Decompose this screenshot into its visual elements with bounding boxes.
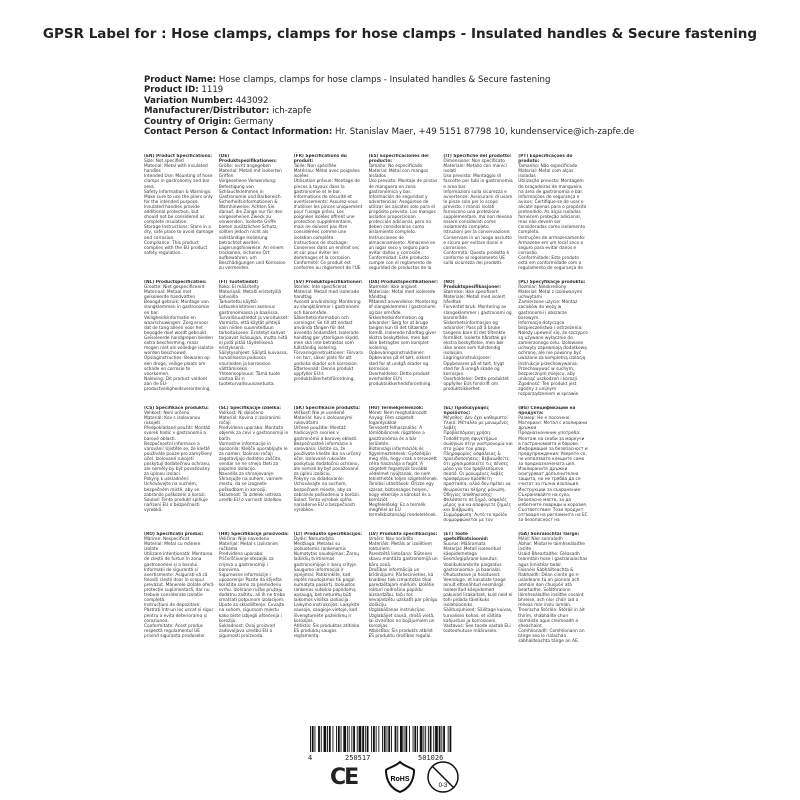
spec-text: Taille: Non spécifiée Matériau: Métal avec poignées isolées Utilisation prévue: Montage de pinces à tuyaux dans la gastronomie et le bar. Informations de sécurité et avertissements: Assurez-vous d'utiliser les pinces uniquement pour l'usage prévu. Les poignées isolées offrent une protection supplémentaire, mais ne doivent pas être considérées comme une isolation complète. Instructions de stockage: Conserver dans un endroit sec et sûr pour éviter les dommages et la corrosion. Conformité: Ce produit est conforme au règlement de l'UE xyxy=(293,164,363,270)
spec-heading: (ET) Toote spetsifikatsioonid: xyxy=(443,532,489,543)
spec-text: Größe: nicht angegeben Material: Metall mit isolierten Griffen Vorgesehene Verwendung: Befestigung von Schlauchklemmen in Gastronomie und Barbereich. Sicherheitsinformationen & Warnhinweise: Achten Sie darauf, die Zange nur für den vorgesehenen Zweck zu verwenden. Isolierte Griffe bieten zusätzlichen Schutz, sollten jedoch nicht als vollständige Isolierung betrachtet werden. Lagerungshinweise: An einem trockenen, sicheren Ort aufbewahren, um Beschädigungen und Korrosion zu vermeiden. xyxy=(218,164,286,270)
spec-heading: (BG) Спецификации на продукта: xyxy=(518,406,576,417)
spec-text: Tamanho: Não especificado Material: Metal com alças isoladas Utilização prevista: Montagem de braçadeiras de mangueira na área de gastronomia e bar. Informações de segurança e avisos: Certifique-se de usar o alicate apenas para o propósito pretendido. As alças isoladas fornecem proteção adicional, mas não devem ser consideradas como isolamento completo. Instruções de armazenamento: Armazene em um local seco e seguro para evitar danos e corrosão. Conformidade: Este produto está em conformidade com o regulamento de segurança de xyxy=(518,164,587,270)
spec-block xyxy=(593,154,663,270)
info-row xyxy=(144,75,634,85)
spec-block xyxy=(443,280,513,396)
spec-heading: (DE) Produktspezifikationen: xyxy=(218,154,277,165)
spec-block xyxy=(144,280,214,396)
spec-heading: (SL) Specifikacije izdelka: xyxy=(218,406,281,411)
spec-block xyxy=(144,154,214,270)
specs-grid xyxy=(144,154,663,648)
spec-text: Veličina: Nije navedeno Materijal: Metal s izoliranim ručkama Predviđena uporaba: Pričvršćivanje stezaljki za crijeva u gastronomiji i barovima. Sigurnosne informacije i upozorenja: Pazite da kliješta koristite samo za predviđenu svrhu. Izolirane ručke pružaju dodatnu zaštitu, ali ih ne treba smatrati potpunom izolacijom. Upute za skladištenje: Čuvajte na suhom, sigurnom mjestu kako biste izbjegli oštećenja i koroziju. Sukladnost: Ovaj proizvod zadovoljava uredbu EU o sigurnosti proizvoda. xyxy=(218,537,285,639)
ce-mark-icon: CE xyxy=(330,765,358,790)
info-value: Hr. Stanislav Maer, +49 5151 87798 10, kundenservice@ich-zapfe.de xyxy=(335,127,635,138)
spec-text: Velikost: Ni določeno Material: Kovina z izoliranimi ročaji Predvidena uporaba: Montaža objemk za cevi v gastronomiji in barih. Varnostne informacije in opozorila: Klešče uporabljajte le za namen. Izolirani ročaji zagotavljajo dodatno zaščito, vendar se ne smejo šteti za popolno izolacijo. Navodila za shranjevanje: Shranjujte na suhem, varnem mestu, da se izognete poškodbam in koroziji. Skladnost: Ta izdelek ustreza uredbi EU o varnosti izdelkov. xyxy=(218,411,289,503)
info-row xyxy=(144,106,634,116)
info-value: Hose clamps, clamps for hose clamps - Insulated handles & Secure fastening xyxy=(218,75,551,85)
page-title: GPSR Label for : Hose clamps, clamps for hose clamps - Insulated handles & Secure fastening xyxy=(42,26,758,42)
spec-text: Méret: Nem meghatározott Anyag: Fém szigetelt fogantyúkkal Tervezett felhasználás: A tömlőbilincsek rögzítése a gasztronómia és a bár területén. Biztonsági információk és figyelmeztetések: Győződjön meg róla, hogy csak a tervezett célra használja a fogót. A szigetelt fogantyúk további védelmet nyújtanak, de nem tekinthetők teljes szigetelésnek. Tárolási utasítások: Őrizze egy száraz, biztonságos helyen, hogy elkerülje a károkat és a korróziót. Megfelelőség: Ez a termék megfelel az EU termékbiztonsági rendeletének. xyxy=(368,411,439,518)
spec-block xyxy=(518,532,588,648)
spec-block xyxy=(219,532,289,648)
spec-heading: (CS) Specifikace produktu: xyxy=(144,406,209,411)
spec-heading: (LT) Produkto specifikacijos: xyxy=(293,532,363,537)
spec-block xyxy=(593,406,663,522)
spec-text: Rozmiar: Nieokreślony Materiał: Metal z izolowanymi uchwytami Zamierzone użycie: Montaż zacisków do węży w gastronomii i obszarze barowym. Informacje dotyczące bezpieczeństwa i ostrzeżenia: Należy upewnić się, że szczypce są używane wyłącznie do zamierzonego celu. Izolowane uchwyty zapewniają dodatkową ochronę, ale nie powinny być uważane za kompletną izolację. Instrukcje przechowywania: Przechowywać w suchym, bezpiecznym miejscu, aby uniknąć uszkodzeń i korozji. Zgodność: Ten produkt jest zgodny z unijnym rozporządzeniem w sprawie xyxy=(518,285,588,396)
spec-text: Dimensione: Non specificato Materiale: Metallo con manici isolati Uso previsto: Montaggio di fascette per tubi in gastronomia e area bar. Informazioni sulla sicurezza e avvertenze: Assicurarsi di usare le pinze solo per lo scopo previsto. I manici isolati forniscono una protezione supplementare, ma non devono essere considerati come isolamento completo. Istruzioni per la conservazione: Conservare in un luogo asciutto e sicuro per evitare danni e corrosione. Conformità: Questo prodotto è conforme al regolamento UE sulla sicurezza dei prodotti. xyxy=(443,159,513,266)
spec-text: Izmērs: Nav norādīts Materiāls: Metāls ar izolētiem rokturiem Paredzētā lietošana: Šļūtenes skavu montāža gastronomijā un bāru zonā. Drošības informācija un brīdinājumi: Pārliecinieties, ka knaibles tiek izmantotas tikai paredzētajam mērķim. Izolētie rokturi nodrošina papildu aizsardzību, taču tos nevajadzētu uzskatīt par pilnīgu izolāciju. Uzglabāšanas instrukcijas: Uzglabājiet sausā, drošā vietā, lai izvairītos no bojājumiem un korozijas. Atbilstība: Šis produkts atbilst ES produktu drošības regulai. xyxy=(368,537,438,639)
spec-block xyxy=(443,532,513,648)
spec-heading: (DA) Produktspecifikationer: xyxy=(368,280,438,285)
spec-heading: (GA) Sonraíochtaí Táirge: xyxy=(518,532,580,537)
spec-block xyxy=(443,406,513,522)
spec-block xyxy=(518,280,588,396)
spec-block xyxy=(219,154,289,270)
spec-text: Tamaño: No especificado Material: Metal con mangos aislados Uso previsto: Montaje de pinzas de manguera en zona gastronómica y bar. Información de seguridad y advertencias: Asegúrese de utilizar los alicates solo para el propósito previsto. Los mangos aislados proporcionan protección adicional, pero no deben considerarse como aislamiento completo. Instrucciones de almacenamiento: Almacene en un lugar seco y seguro para evitar daños y corrosión. Conformidad: Este producto cumple con el reglamento de seguridad de productos de la xyxy=(368,164,438,270)
spec-heading: (EN) Product Specifications: xyxy=(144,154,212,159)
spec-block xyxy=(369,154,439,270)
rohs-icon xyxy=(383,760,417,794)
info-label: Manufacturer/Distributor: xyxy=(144,106,270,117)
spec-block xyxy=(443,154,513,270)
product-info xyxy=(144,75,634,137)
spec-text: Mărime: Nespecificat Material: Metal cu mânere izolate Utilizare intenționată: Montarea de cleștii de furtun în zona gastronomiei și a barului. Informații de siguranță și avertismente: Asigurați-vă că folosiți cleștii doar în scopul prevăzut. Mânerele izolate oferă protecție suplimentară, dar nu trebuie considerate izolație completă. Instrucțiuni de depozitare: Păstrați într-un loc uscat și sigur pentru a evita deteriorarea și coroziunea. Conformitate: Acest produs respectă regulamentul UE privind siguranța produselor. xyxy=(144,537,214,639)
spec-block xyxy=(294,154,364,270)
spec-heading: (NO) Produktspesifikasjoner: xyxy=(443,280,502,291)
spec-text: Veľkosť: Nie je uvedené Materiál: Kov s izolovanými rukoväťami Určené použitie: Montáž hadicových svoriek v gastronómii a barovej oblasti. Bezpečnostné informácie a varovania: Uistite sa, že používate kliešte iba na určený účel. Izolované rukoväte poskytujú dodatočnú ochranu, ale nemali by byť považované za úplnú izoláciu. Pokyny na skladovanie: Uchovávajte na suchom, bezpečnom mieste, aby sa zabránilo poškodeniu a korózii. Súlad: Tento výrobok spĺňa nariadenie EÚ o bezpečnosti výrobkov. xyxy=(293,411,361,513)
spec-block xyxy=(593,532,663,648)
spec-text: Størrelse: Ikke angivet Materiale: Metal med isolerede håndtag Påtænkt anvendelse: Montering af slangeklemmer i gastronomi og bar område. Sikkerhedsinformation og advarsler: Sørg for at bruge tangen kun til det tiltænkte formål. Isolerede håndtag giver ekstra beskyttelse, men bør ikke betragtes som komplet isolering. Opbevaringsinstruktioner: Opbevares på et tørt, sikkert sted for at undgå skader og korrosion. Overholdelse: Dette produkt overholder EU's produktsikkerhedsforordning. xyxy=(368,285,438,387)
barcode-lead: 4 xyxy=(308,754,313,762)
barcode-bars xyxy=(300,726,462,752)
spec-block xyxy=(369,406,439,522)
info-label: Product ID: xyxy=(144,85,199,96)
spec-text: Méid: Níor sonraíodh Ábhar: Miotal le láimhseálaithe inslite Úsáid Bheartaithe: Gléasadh teanntáin hose i gastranaíochas agus limistéar beáir. Faisnéis Sábháilteachta & Rabhaidh: Déan cinnte go n-úsáideann tú an pionnaí ach amháin don chuspóir atá beartaithe. Soláthraíonn láimhseálaithe inslithe cosaint bhreise, ach níor chóir iad a mheas mar inslú iomlán. Treoracha Stórála: Stóráil in áit thirim, shábháilte chun damáiste agus creimeadh a sheachaint. Comhlíonadh: Comhlíonann an táirge seo le rialachán sábháilteachta táirge an AE. xyxy=(518,537,588,644)
info-label: Contact Person & Contact Information: xyxy=(144,127,333,138)
spec-heading: (SK) Špecifikácie produktu: xyxy=(293,406,360,411)
spec-block xyxy=(294,406,364,522)
spec-block xyxy=(369,280,439,396)
svg-text:RoHS: RoHS xyxy=(390,776,410,783)
info-value: 1119 xyxy=(201,85,224,96)
spec-text: Størrelse: Ikke spesifisert Materiale: Metall med isolert håndtak Forventet bruk: Montering av slangeklemmer i gastronomi og barområde. Sikkerhetsinformasjon og advarsler: Pass på å bruke tangene bare til det tiltenkte formålet. Isolerte håndtak gir ekstra beskyttelse, men bør ikke anses som fullstendig isolasjon. Lagringsinstruksjoner: Oppbevares på et tørt, trygt sted for å unngå skade og korrosjon. Overholdelse: Dette produktet oppfyller EUs forskrift om produktsikkerhet. xyxy=(443,290,512,392)
spec-text: Suurus: Määramata Materjal: Metall isoleeritud käepidemetega Eesmärgipärane kasutus: Voolikuklambrite paigaldus gastronoomia- ja baarialal. Ohutusteave ja hoiatused: Veenduge, et kasutate tange ainult ettenähtud eesmärgil. Isoleeritud käepidemed pakuvad lisakaitset, kuid neid ei tohi pidada täielikuks isolatsiooniks. Säilitusjuhised: Säilitage kuivas, turvalises kohas, et vältida kahjustusi ja korrosiooni. Vastavus: See toode vastab ELi tooteohutuse määrusele. xyxy=(443,542,513,634)
spec-text: Koko: Ei määritelty Materiaali: Metalli eristetyillä kahvoilla Tarkoitettu käyttö: Letkunkiristimien asennus gastronomiassa ja baarissa. Turvallisuustiedot ja varoitukset: Varmista, että käytät pihtejä vain niiden suunniteltuun tarkoitukseen. Eristetyt kahvat tarjoavat lisäsuojaa, mutta niitä ei pidä pitää täydellisenä eristyksenä. Säilytysohjeet: Säilytä kuivassa, turvallisessa paikassa vaurioiden ja korroosion välttämiseksi. Yhteensopivuus: Tämä tuote vastaa EU:n tuoteturvallisuusasetusta. xyxy=(218,285,289,387)
spec-block xyxy=(219,280,289,396)
spec-block xyxy=(518,406,588,522)
spec-text: Storlek: Inte specificerat Material: Metall med isolerade handtag Avsedd användning: Montering av slangklämmor i gastronomi och barområde. Säkerhetsinformation och varningar: Se till att endast använda tången för det avsedda ändamålet. Isolerade handtag ger ytterligare skydd, men ska inte betraktas som fullständig isolering. Förvaringsinstruktioner: Förvara i en torr, säker plats för att undvika skador och korrosion. Efterlevnad: Denna produkt uppfyller EU:s produktsäkerhetsförordning. xyxy=(293,285,363,382)
spec-text: Μέγεθος: Δεν έχει καθοριστεί Υλικό: Μέταλλο με μονωμένες λαβές Προβλεπόμενη χρήση: Τοποθέτηση σφιγκτήρων σωλήνων στην γαστρονομία και στο χώρο του μπαρ. Πληροφορίες ασφάλειας & προειδοποιήσεις: Βεβαιωθείτε ότι χρησιμοποιείτε τις πένσες μόνο για τον προβλεπόμενο σκοπό. Οι μονωμένες λαβές προσφέρουν πρόσθετη προστασία, αλλά δεν πρέπει να θεωρούνται πλήρης μόνωση. Οδηγίες αποθήκευσης: Φυλάσσετε σε ξηρό, ασφαλές μέρος για να αποφύγετε ζημιές και διάβρωση. Συμμόρφωση: Αυτό το προϊόν συμμορφώνεται με τον xyxy=(443,416,513,522)
spec-heading: (SV) Produktspecifikationer: xyxy=(293,280,363,285)
svg-text:0-3: 0-3 xyxy=(438,783,448,789)
spec-heading: (ES) Especificaciones del producto: xyxy=(368,154,429,165)
spec-block xyxy=(219,406,289,522)
spec-heading: (FI) Tuotetiedot: xyxy=(218,280,259,285)
spec-block xyxy=(144,406,214,522)
info-label: Product Name: xyxy=(144,75,217,85)
barcode-left: 250517 xyxy=(345,754,371,762)
info-label: Variation Number: xyxy=(144,95,233,106)
info-row xyxy=(144,85,634,95)
spec-heading: (NL) Productspecificaties: xyxy=(144,280,207,285)
spec-heading: (FR) Spécifications du produit: xyxy=(293,154,347,165)
spec-heading: (IT) Specifiche del prodotto: xyxy=(443,154,512,159)
spec-block xyxy=(369,532,439,648)
spec-block xyxy=(518,154,588,270)
info-label: Country of Origin: xyxy=(144,116,232,127)
spec-text: Grootte: Niet gespecificeerd Materiaal: Metaal met geïsoleerde handvatten Beoogd gebruik: Montage van slangklemmen in gastronomie en bar. Veiligheidsinformatie en waarschuwingen: Zorg ervoor dat de tang alleen voor het beoogde doel wordt gebruikt. Geïsoleerde handgrepen bieden extra bescherming, maar mogen niet als volledige isolatie worden beschouwd. Opslaginstructies: Bewaren op een droge, veilige plaats om schade en corrosie te voorkomen. Naleving: Dit product voldoet aan de EU-productveiligheidsverordening. xyxy=(144,285,214,392)
spec-heading: (PL) Specyfikacje produktu: xyxy=(518,280,586,285)
info-value: 443092 xyxy=(235,95,269,106)
spec-heading: (RO) Specificații produs: xyxy=(144,532,204,537)
spec-block xyxy=(294,280,364,396)
spec-heading: (LV) Produkta specifikācijas: xyxy=(368,532,438,537)
spec-text: Size: Not specified Material: Metal with insulated handles Intended Use: Mounting of hose clamps in gastronomy and bar area. Safety Information & Warnings: Make sure to use the pliers only for the intended purpose. Insulated handles provide additional protection, but should not be considered as complete insulation. Storage Instructions: Store in a dry, safe place to avoid damage and corrosion. Compliance: This product complies with the EU product safety regulation. xyxy=(144,159,214,256)
info-value: Germany xyxy=(233,116,274,127)
spec-text: Dydis: Nenurodyta Medžiaga: Metalas su izoliuotomis rankenomis Numatytas naudojimas: Žarnų laikiklių tvirtinimas gastronomijoje ir barų srityje. Saugumo informacija ir įspėjimai: Patikrinkite, kad replės naudojamos tik pagal numatytą paskirtį. Izoliuotos rankenos suteikia papildomą apsaugą, bet neturėtų būti laikomos visiška izoliacija. Laikymo instrukcijos: Laikykite sausoje, saugioje vietoje, kad išvengtumėte pažeidimų ir korozijos. Atitiktis: Šis produktas atitinka ES produktų saugos reglamentą. xyxy=(293,537,360,639)
info-row xyxy=(144,117,634,127)
info-value: ich-zapfe xyxy=(272,106,312,117)
info-row xyxy=(144,127,634,137)
spec-heading: (HU) Termékjellemzők: xyxy=(368,406,424,411)
spec-text: Размер: Не е посочено Материал: Метал с изолирани дръжки Предназначение употреба: Монтаж на скоби за маркучи в гастрономията и барове. Информация за безопасност и предупреждения: Уверете се, че използвате клещите само за предназначената цел. Изолираните дръжки осигуряват допълнителна защита, но не трябва да се считат за пълна изолация. Инструкции за съхранение: Съхранявайте на сухо, безопасно място, за да избегнете повреди и корозия. Съответствие: Този продукт отговаря на регламента на ЕС за безопасност на xyxy=(518,416,588,522)
spec-heading: (EL) Προδιαγραφές προϊόντος: xyxy=(443,406,489,417)
age-warning-icon xyxy=(426,760,460,794)
spec-text: Velikost: Není určeno Materiál: Kov s izolovanou rukojetí Předpokládané použití: Montáž svorek hadic v gastronomii a barové oblasti. Bezpečnostní informace a varování: Ujistěte se, že kleště používáte pouze pro zamýšlený účel. Izolované rukojeti poskytují dodatečnou ochranu, ale neměly by být považovány za úplnou izolaci. Pokyny k uskladnění: Uchovávejte na suchém, bezpečném místě, aby se zabránilo poškození a korozi. Soulad: Tento produkt splňuje nařízení EU o bezpečnosti výrobků. xyxy=(144,411,213,513)
spec-block xyxy=(144,532,214,648)
spec-block xyxy=(294,532,364,648)
spec-block xyxy=(593,280,663,396)
spec-heading: (HR) Specifikacije proizvoda: xyxy=(218,532,289,537)
spec-heading: (PT) Especificações do produto: xyxy=(518,154,573,165)
barcode-right: 501026 xyxy=(418,754,444,762)
info-row xyxy=(144,96,634,106)
